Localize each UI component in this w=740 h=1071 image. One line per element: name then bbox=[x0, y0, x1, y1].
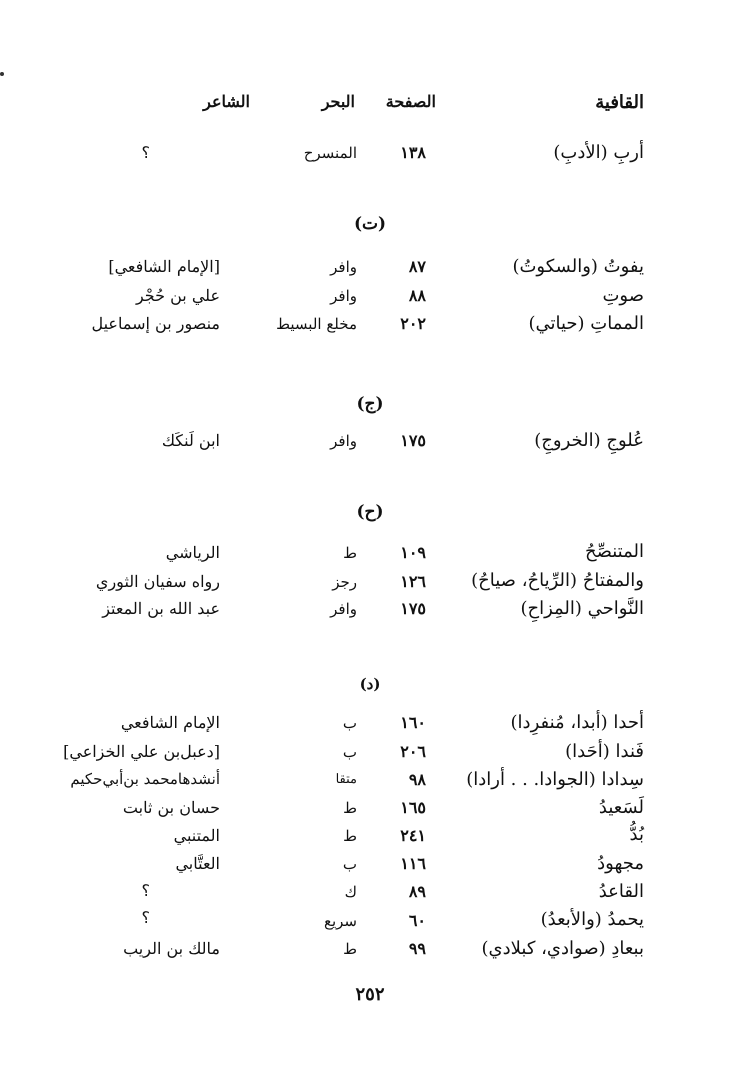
rhyme-cell: أربِ (الأدبِ) bbox=[553, 142, 644, 163]
poet-cell: الرياشي bbox=[165, 543, 220, 562]
page-cell: ٢٤١ bbox=[400, 826, 426, 845]
meter-cell: مخلع البسيط bbox=[276, 315, 357, 333]
poet-cell: ؟ bbox=[141, 908, 150, 927]
meter-cell: ب bbox=[342, 855, 357, 873]
section-heading bbox=[0, 394, 740, 414]
poet-cell: ؟ bbox=[141, 881, 150, 900]
page-cell: ١٧٥ bbox=[400, 431, 426, 450]
poet-cell: [دعبل‌بن علي الخزاعي] bbox=[63, 742, 220, 761]
section-dal: (د) bbox=[359, 675, 381, 693]
page-cell: ٨٨ bbox=[408, 286, 426, 305]
section-heading bbox=[0, 502, 740, 522]
rhyme-cell: أحدا (أبدا، مُنفرِدا) bbox=[510, 712, 644, 733]
poet-cell: عبد الله بن المعتز bbox=[102, 599, 220, 618]
section-ha: (ح) bbox=[356, 502, 384, 522]
page-number: ٢٥٢ bbox=[355, 984, 385, 1005]
meter-cell: وافر bbox=[330, 258, 357, 276]
meter-cell: وافر bbox=[330, 600, 357, 618]
page-cell: ١١٦ bbox=[400, 854, 426, 873]
meter-cell: وافر bbox=[330, 287, 357, 305]
meter-cell: ك bbox=[344, 883, 357, 901]
section-jim: (ج) bbox=[356, 394, 384, 414]
meter-cell: ب bbox=[342, 714, 357, 732]
rhyme-cell: يحمدُ (والأبعدُ) bbox=[540, 909, 644, 930]
rhyme-cell: سِدادا (الجوادا. . . أرادا) bbox=[466, 769, 644, 790]
poet-cell: المتنبي bbox=[173, 826, 220, 845]
rhyme-cell: صوتِ bbox=[602, 285, 644, 306]
page-cell: ١٣٨ bbox=[400, 143, 426, 162]
rhyme-cell: والمفتاحُ (الرِّياحُ، صياحُ) bbox=[471, 570, 644, 591]
page-cell: ١٦٥ bbox=[400, 798, 426, 817]
rhyme-cell: بُدُّ bbox=[629, 824, 644, 845]
page-cell: ٨٩ bbox=[408, 882, 426, 901]
header-rhyme: القافية bbox=[595, 92, 644, 113]
meter-cell: رجز bbox=[332, 573, 357, 591]
section-heading bbox=[0, 675, 740, 693]
rhyme-cell: عُلوجِ (الخروجِ) bbox=[534, 430, 644, 451]
poet-cell: [الإمام الشافعي] bbox=[108, 257, 220, 276]
page-cell: ٨٧ bbox=[408, 257, 426, 276]
page-cell: ٢٠٦ bbox=[400, 742, 426, 761]
header-meter: البحر bbox=[321, 92, 355, 111]
page-cell: ١٠٩ bbox=[400, 543, 426, 562]
poet-cell: الإمام الشافعي bbox=[120, 713, 220, 732]
margin-dot bbox=[0, 72, 4, 76]
section-heading bbox=[0, 214, 740, 234]
poet-cell: علي بن حُجْر bbox=[135, 286, 220, 305]
rhyme-cell: فَندا (أحَدا) bbox=[565, 741, 644, 762]
poet-cell: العتَّابي bbox=[175, 854, 220, 873]
poet-cell: منصور بن إسماعيل bbox=[91, 314, 220, 333]
poet-cell: ؟ bbox=[141, 143, 150, 162]
meter-cell: ط bbox=[343, 827, 357, 845]
page-cell: ١٢٦ bbox=[400, 572, 426, 591]
meter-cell: متقا bbox=[335, 772, 357, 787]
meter-cell: سريع bbox=[323, 912, 357, 930]
page-cell: ٦٠ bbox=[408, 911, 426, 930]
rhyme-cell: المتنصِّحُ bbox=[585, 541, 644, 562]
rhyme-cell: لَسَعيدُ bbox=[598, 797, 644, 818]
rhyme-cell: القاعدُ bbox=[598, 881, 644, 902]
rhyme-cell: المماتِ (حياتي) bbox=[528, 313, 644, 334]
meter-cell: ب bbox=[342, 743, 357, 761]
meter-cell: ط bbox=[343, 799, 357, 817]
poet-cell: رواه سفيان الثوري bbox=[95, 572, 220, 591]
poet-cell: أنشدهامحمد بن‌أبي‌حكيم bbox=[70, 770, 220, 788]
poet-cell: ابن لَنكَك bbox=[161, 431, 220, 450]
poet-cell: مالك بن الريب bbox=[123, 939, 220, 958]
meter-cell: ط bbox=[343, 940, 357, 958]
meter-cell: ط bbox=[343, 544, 357, 562]
meter-cell: المنسرح bbox=[303, 144, 357, 162]
header-page: الصفحة bbox=[385, 92, 436, 111]
page-cell: ١٦٠ bbox=[400, 713, 426, 732]
rhyme-cell: النَّواحي (المِزاحِ) bbox=[520, 598, 644, 619]
page-cell: ٩٩ bbox=[408, 939, 426, 958]
section-ta: (ت) bbox=[353, 214, 387, 234]
header-poet: الشاعر bbox=[203, 92, 250, 111]
rhyme-cell: يفوتُ (والسكوتُ) bbox=[512, 256, 644, 277]
rhyme-cell: ببعادِ (صوادي، كبلادي) bbox=[481, 938, 644, 959]
rhyme-cell: مجهودُ bbox=[597, 853, 644, 874]
page-cell: ٢٠٢ bbox=[400, 314, 426, 333]
poet-cell: حسان بن ثابت bbox=[122, 798, 220, 817]
page-cell: ١٧٥ bbox=[400, 599, 426, 618]
page-cell: ٩٨ bbox=[408, 770, 426, 789]
meter-cell: وافر bbox=[330, 432, 357, 450]
